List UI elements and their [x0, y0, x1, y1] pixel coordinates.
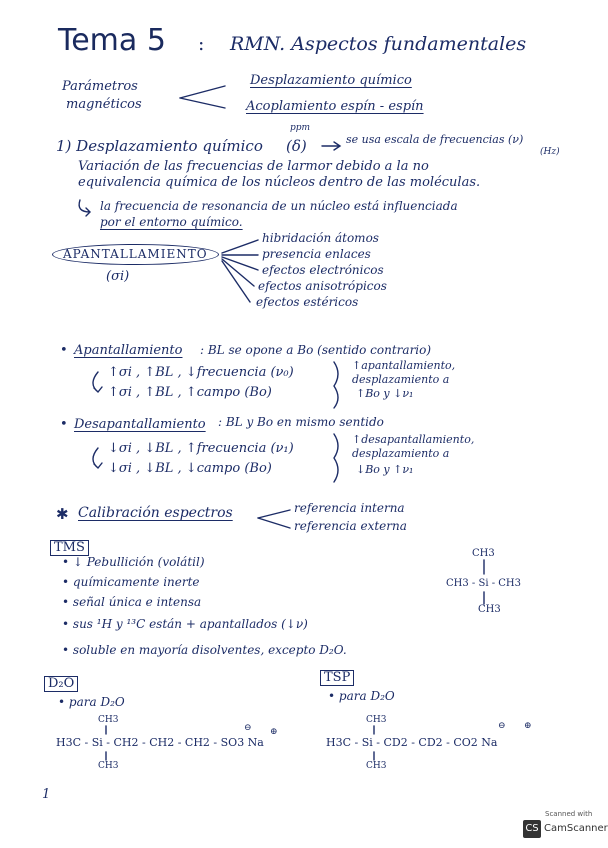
tms-item-1-text: ↓ Pebullición (volátil): [72, 555, 205, 569]
desapant-title: Desapantallamiento: [74, 417, 206, 432]
tsp-plus: ⊕: [524, 721, 532, 731]
tms-label: TMS: [50, 540, 89, 556]
tsp-bot: CH3: [366, 761, 387, 771]
apant-brace: [334, 362, 338, 408]
apantallamiento-oval: APANTALLAMIENTO: [52, 244, 219, 265]
factor-1: hibridación átomos: [262, 231, 379, 245]
hook-arrow: [79, 200, 90, 216]
bullet-dot: •: [60, 417, 68, 432]
section1-heading: 1) Desplazamiento químico: [56, 137, 263, 155]
apant-side-1: ↑apantallamiento,: [352, 359, 456, 372]
desapant-side-1: ↑desapantallamiento,: [352, 433, 475, 446]
tms-item-4: • sus ¹H y ¹³C están + apantallados (↓ν): [62, 617, 308, 631]
sigma-label: (σi): [106, 269, 130, 284]
desapant-row-2: ↓σi , ↓BL , ↓campo (Bo): [108, 461, 272, 476]
star-icon: ✱: [56, 505, 69, 523]
tsp-label: TSP: [320, 670, 354, 686]
tms-item-2: • químicamente inerte: [62, 575, 200, 589]
tms-soluble-text: soluble en mayoría disolventes, excepto D₂O.: [72, 643, 347, 657]
camscanner-watermark: [521, 808, 608, 842]
frequency-scale-note: se usa escala de frecuencias (ν): [346, 133, 524, 146]
factor-5: efectos estéricos: [256, 295, 359, 309]
calib-branch-top: [258, 510, 290, 518]
desapant-brace: [334, 434, 338, 482]
note-arrow: [322, 142, 340, 150]
fan-arrow-5: [222, 261, 250, 302]
desapant-side-2: desplazamiento a: [352, 447, 450, 460]
header-colon: :: [198, 33, 205, 55]
tms-struct-top: CH3: [472, 548, 495, 559]
apant-side-3: ↑Bo y ↓ν₁: [356, 387, 414, 400]
d2o-formula: H3C - Si - CH2 - CH2 - CH2 - SO3 Na: [56, 736, 264, 749]
camscanner-logo-icon: CS: [523, 820, 541, 838]
d2o-plus: ⊕: [270, 727, 278, 737]
tsp-minus: ⊖: [498, 721, 506, 731]
tsp-para: • para D₂O: [328, 689, 395, 703]
tms-soluble: • soluble en mayoría disolventes, excepto D₂O.: [62, 643, 347, 657]
apant-row-1: ↑σi , ↑BL , ↓frecuencia (ν₀): [108, 365, 294, 380]
apant-title: Apantallamiento: [74, 343, 183, 358]
parametros-label-1: Parámetros: [62, 79, 138, 94]
tms-item-1: • ↓ Pebullición (volátil): [62, 555, 205, 569]
ref-externa: referencia externa: [294, 519, 407, 533]
desapant-rule: : BL y Bo en mismo sentido: [218, 415, 384, 429]
watermark-caption: Scanned with: [545, 810, 593, 818]
fan-arrow-1: [222, 240, 258, 253]
desapant-hook: [93, 448, 102, 468]
tms-struct-mid: CH3 - Si - CH3: [446, 578, 521, 589]
apant-rule: : BL se opone a Bo (sentido contrario): [200, 343, 432, 357]
parametros-label-2: magnéticos: [66, 97, 142, 112]
tms-item-2-text: químicamente inerte: [72, 575, 200, 589]
tms-item-3: • señal única e intensa: [62, 595, 202, 609]
d2o-para-text: para D₂O: [68, 695, 125, 709]
definition-line-2: equivalencia química de los núcleos dentro de las moléculas.: [78, 175, 481, 190]
d2o-para: • para D₂O: [58, 695, 125, 709]
branch-acoplamiento: Acoplamiento espín - espín: [246, 99, 424, 114]
factor-3: efectos electrónicos: [262, 263, 384, 277]
topic-number: Tema 5: [58, 23, 166, 58]
hz-label: (Hz): [540, 147, 560, 157]
delta-symbol: (δ): [286, 137, 307, 155]
d2o-top: CH3: [98, 715, 119, 725]
page-number: 1: [42, 787, 51, 802]
apant-hook: [93, 372, 102, 392]
tms-struct-bot: CH3: [478, 604, 501, 615]
bullet-dot: •: [60, 343, 68, 358]
topic-subtitle: RMN. Aspectos fundamentales: [230, 33, 527, 55]
tsp-formula: H3C - Si - CD2 - CD2 - CO2 Na: [326, 736, 498, 749]
branch-line-top: [180, 86, 225, 98]
tms-item-4-text: sus ¹H y ¹³C están + apantallados (↓ν): [72, 617, 308, 631]
factor-4: efectos anisotrópicos: [258, 279, 387, 293]
d2o-minus: ⊖: [244, 723, 252, 733]
resonance-note-2: por el entorno químico.: [100, 215, 243, 229]
watermark-brand: CamScanner: [544, 823, 608, 834]
tsp-top: CH3: [366, 715, 387, 725]
branch-line-bottom: [180, 98, 225, 108]
factor-2: presencia enlaces: [262, 247, 371, 261]
ppm-label: ppm: [290, 123, 311, 133]
apant-row-2: ↑σi , ↑BL , ↑campo (Bo): [108, 385, 272, 400]
ref-interna: referencia interna: [294, 501, 405, 515]
d2o-label: D₂O: [44, 676, 78, 692]
tms-item-3-text: señal única e intensa: [72, 595, 202, 609]
desapant-side-3: ↓Bo y ↑ν₁: [356, 463, 414, 476]
calib-branch-bottom: [258, 518, 290, 528]
branch-desplazamiento: Desplazamiento químico: [250, 73, 412, 88]
definition-line-1: Variación de las frecuencias de larmor debido a la no: [78, 159, 429, 174]
calibracion-title: Calibración espectros: [78, 505, 233, 521]
apant-side-2: desplazamiento a: [352, 373, 450, 386]
resonance-note-1: la frecuencia de resonancia de un núcleo está influenciada: [100, 199, 458, 213]
d2o-bot: CH3: [98, 761, 119, 771]
desapant-row-1: ↓σi , ↓BL , ↑frecuencia (ν₁): [108, 441, 294, 456]
tsp-para-text: para D₂O: [338, 689, 395, 703]
